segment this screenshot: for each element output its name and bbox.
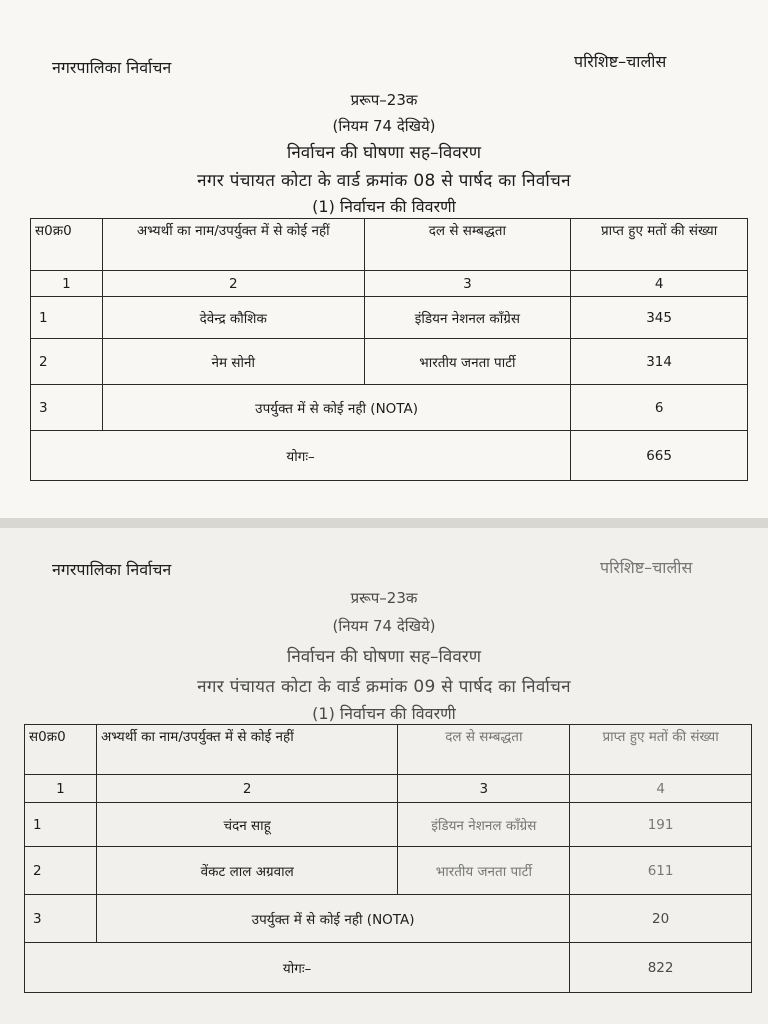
header-left: नगरपालिका निर्वाचन	[52, 560, 172, 579]
total-label: योगः–	[31, 431, 571, 481]
column-number-row	[25, 775, 752, 803]
row-sno: 3	[25, 895, 97, 943]
col-number: 3	[364, 271, 571, 297]
total-row	[31, 431, 748, 481]
col-number: 3	[398, 775, 570, 803]
col-number: 1	[25, 775, 97, 803]
document-subtitle: नगर पंचायत कोटा के वार्ड क्रमांक 08 से पार्षद का निर्वाचन	[197, 171, 571, 191]
vote-count: 191	[570, 803, 752, 847]
document-ward-09	[0, 528, 768, 1024]
col-header-sno: स0क्र0	[31, 219, 103, 271]
candidate-name: चंदन साहू	[96, 803, 398, 847]
total-votes: 822	[570, 943, 752, 993]
section-heading: (1) निर्वाचन की विवरणी	[312, 704, 456, 723]
table-header-row	[25, 725, 752, 775]
row-sno: 1	[31, 297, 103, 339]
party-name: इंडियन नेशनल कॉंग्रेस	[398, 803, 570, 847]
col-number: 2	[102, 271, 364, 297]
row-sno: 2	[25, 847, 97, 895]
col-header-party: दल से सम्बद्धता	[398, 725, 570, 775]
results-table	[24, 724, 752, 993]
col-header-party: दल से सम्बद्धता	[364, 219, 571, 271]
section-heading: (1) निर्वाचन की विवरणी	[312, 197, 456, 216]
col-header-votes: प्राप्त हुए मतों की संख्या	[571, 219, 748, 271]
document-subtitle: नगर पंचायत कोटा के वार्ड क्रमांक 09 से पार्षद का निर्वाचन	[197, 677, 571, 697]
row-sno: 1	[25, 803, 97, 847]
row-sno: 2	[31, 339, 103, 385]
header-right: परिशिष्ट–चालीस	[574, 52, 667, 71]
nota-row	[31, 385, 748, 431]
vote-count: 345	[571, 297, 748, 339]
col-header-candidate: अभ्यर्थी का नाम/उपर्युक्त में से कोई नहीं	[102, 219, 364, 271]
column-number-row	[31, 271, 748, 297]
document-title: निर्वाचन की घोषणा सह–विवरण	[286, 143, 482, 163]
col-header-votes: प्राप्त हुए मतों की संख्या	[570, 725, 752, 775]
table-row	[25, 847, 752, 895]
total-votes: 665	[571, 431, 748, 481]
col-number: 2	[96, 775, 398, 803]
total-label: योगः–	[25, 943, 570, 993]
party-name: इंडियन नेशनल कॉंग्रेस	[364, 297, 571, 339]
row-sno: 3	[31, 385, 103, 431]
form-number: प्ररूप–23क	[350, 91, 418, 109]
vote-count: 20	[570, 895, 752, 943]
vote-count: 611	[570, 847, 752, 895]
nota-row	[25, 895, 752, 943]
header-left: नगरपालिका निर्वाचन	[52, 58, 172, 77]
vote-count: 6	[571, 385, 748, 431]
col-header-candidate: अभ्यर्थी का नाम/उपर्युक्त में से कोई नहीं	[96, 725, 398, 775]
candidate-name: देवेन्द्र कौशिक	[102, 297, 364, 339]
total-row	[25, 943, 752, 993]
col-header-sno: स0क्र0	[25, 725, 97, 775]
table-row	[31, 339, 748, 385]
form-number: प्ररूप–23क	[350, 589, 418, 607]
table-row	[25, 803, 752, 847]
col-number: 4	[570, 775, 752, 803]
candidate-name: नेम सोनी	[102, 339, 364, 385]
page-separator	[0, 518, 768, 528]
header-right: परिशिष्ट–चालीस	[600, 558, 693, 577]
nota-label: उपर्युक्त में से कोई नही (NOTA)	[96, 895, 569, 943]
party-name: भारतीय जनता पार्टी	[364, 339, 571, 385]
nota-label: उपर्युक्त में से कोई नही (NOTA)	[102, 385, 570, 431]
rule-reference: (नियम 74 देखिये)	[332, 117, 436, 135]
col-number: 4	[571, 271, 748, 297]
table-header-row	[31, 219, 748, 271]
candidate-name: वेंकट लाल अग्रवाल	[96, 847, 398, 895]
col-number: 1	[31, 271, 103, 297]
results-table	[30, 218, 748, 481]
rule-reference: (नियम 74 देखिये)	[332, 617, 436, 635]
document-title: निर्वाचन की घोषणा सह–विवरण	[286, 647, 482, 667]
vote-count: 314	[571, 339, 748, 385]
table-row	[31, 297, 748, 339]
party-name: भारतीय जनता पार्टी	[398, 847, 570, 895]
